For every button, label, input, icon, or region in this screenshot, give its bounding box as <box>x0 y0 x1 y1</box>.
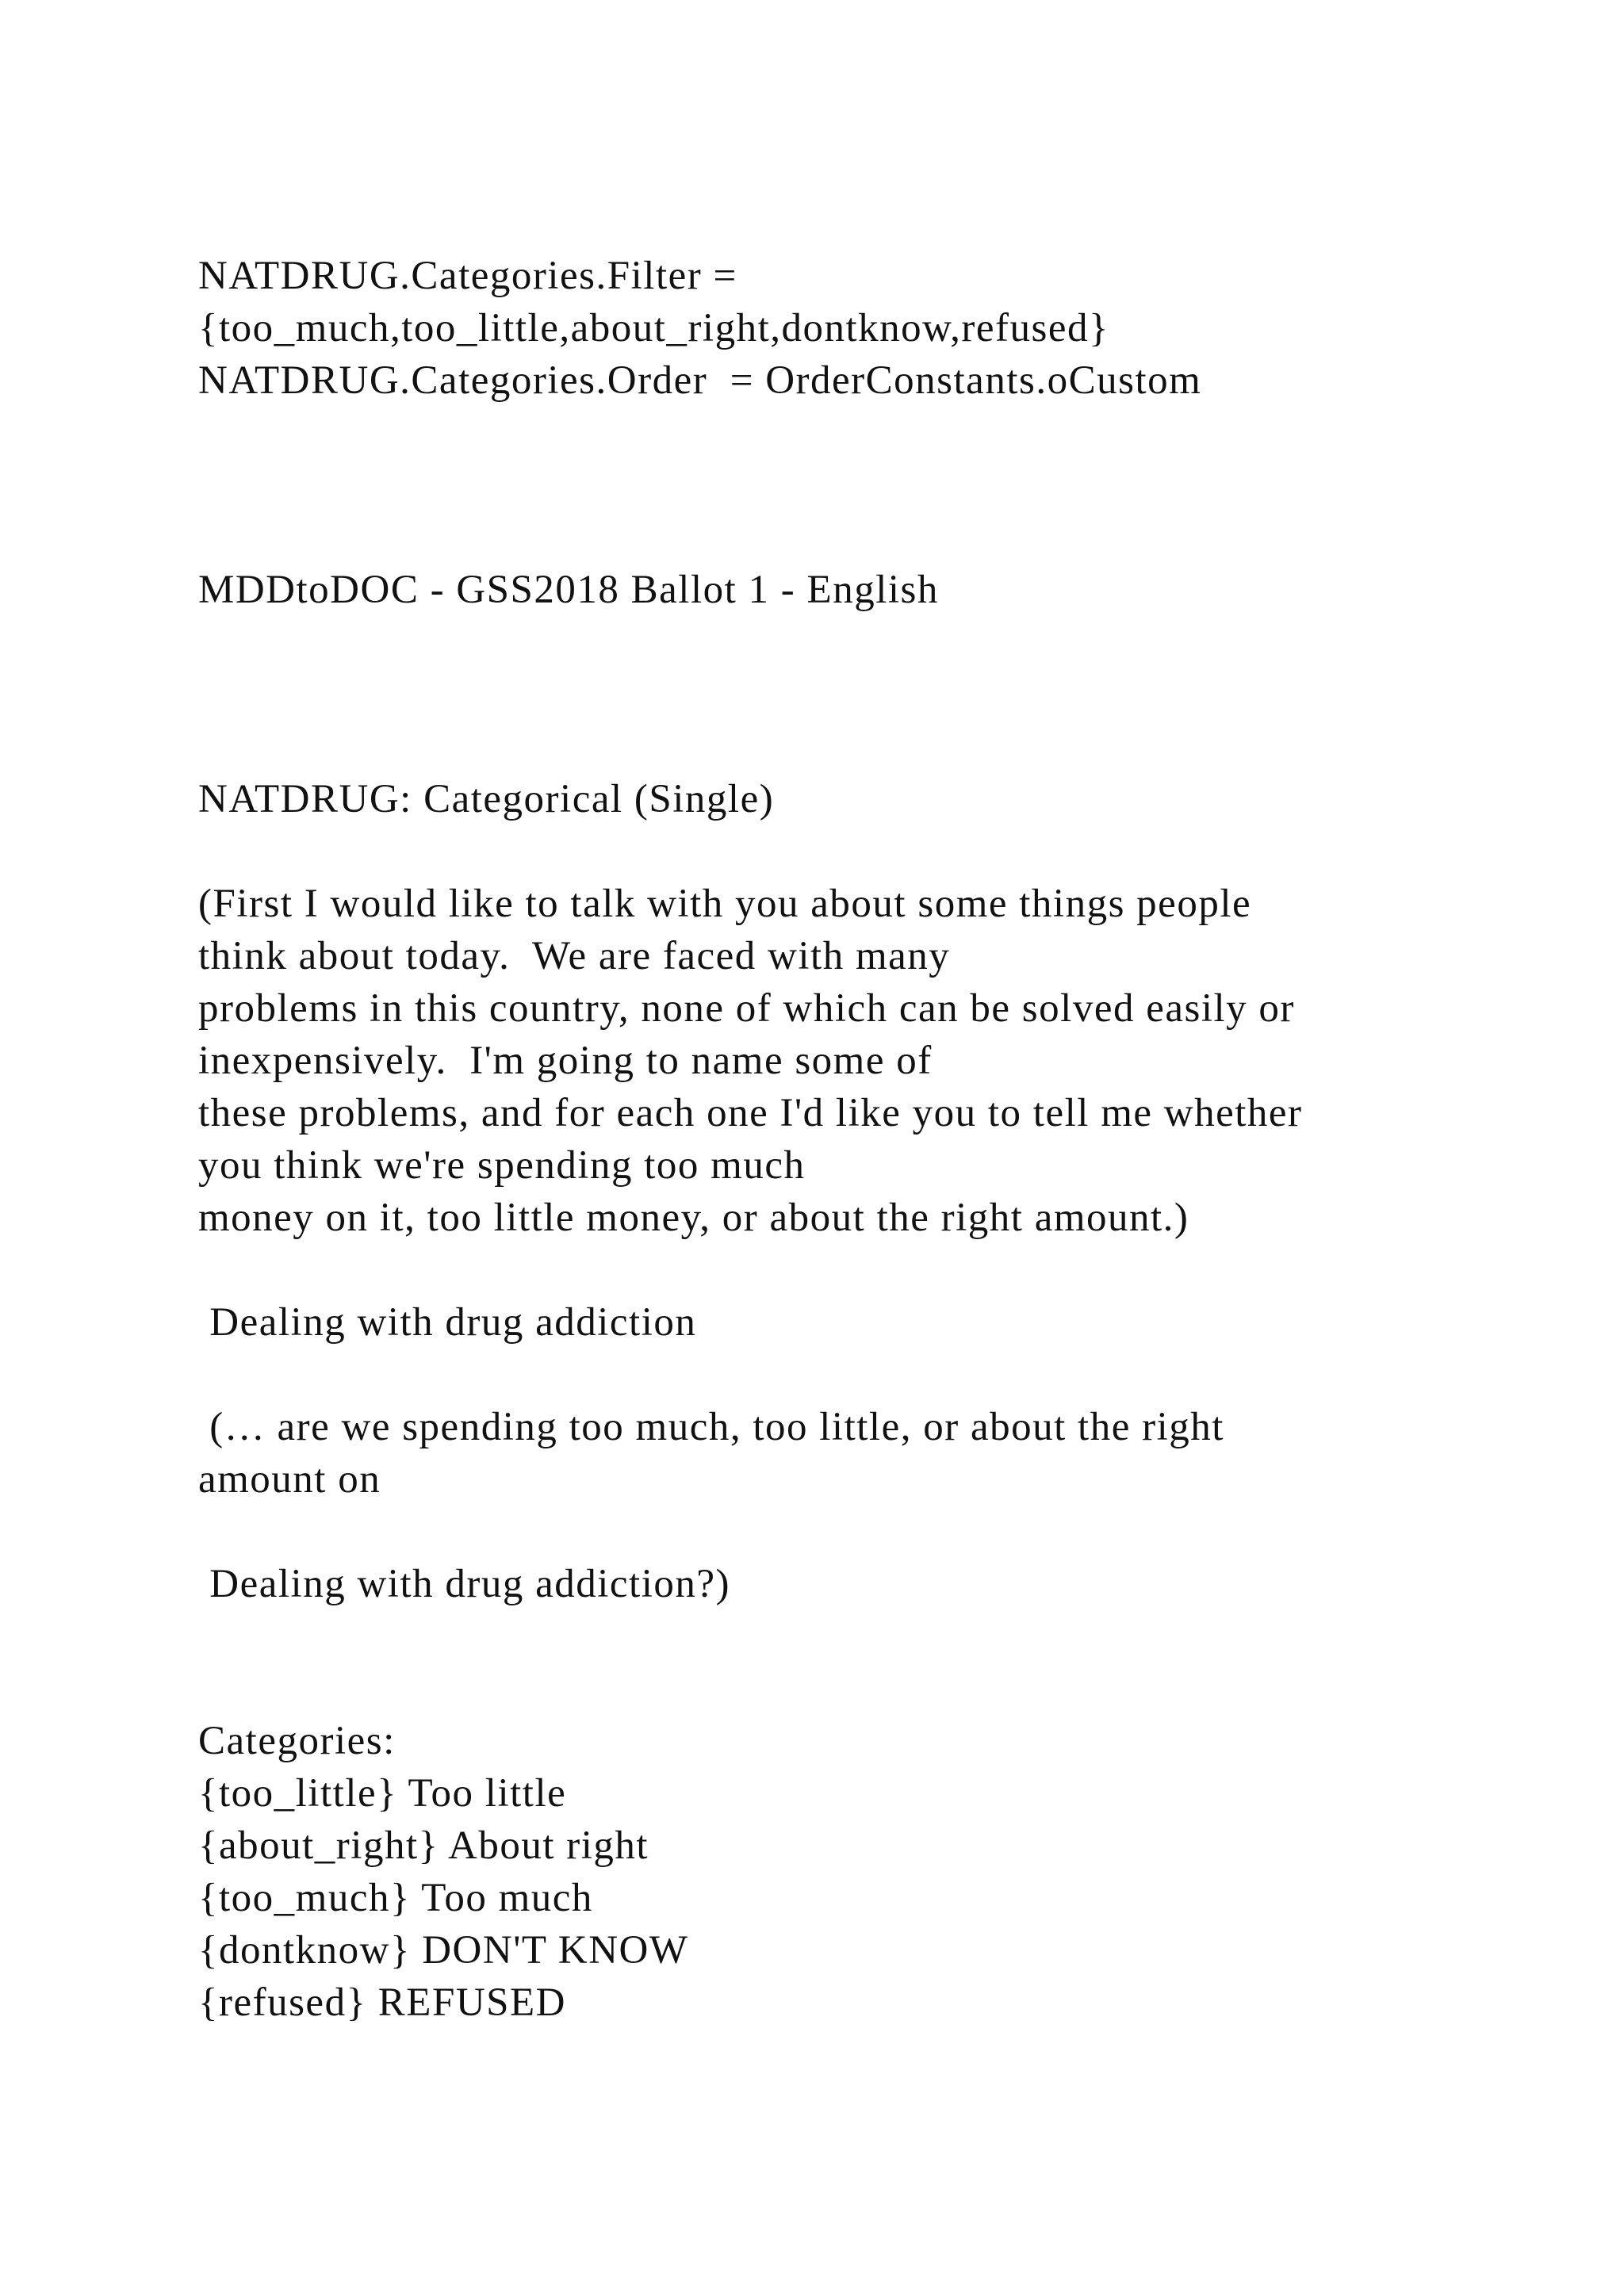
intro-line: money on it, too little money, or about the right amount.) <box>198 1196 1189 1240</box>
category-option: {too_much} Too much <box>198 1876 593 1920</box>
intro-line: inexpensively. I'm going to name some of <box>198 1039 933 1083</box>
categories-heading: Categories: <box>198 1719 396 1763</box>
category-option: {about_right} About right <box>198 1823 649 1868</box>
category-option: {dontknow} DON'T KNOW <box>198 1928 689 1973</box>
filter-code-line-1: NATDRUG.Categories.Filter = <box>198 254 737 298</box>
category-option: {too_little} Too little <box>198 1771 567 1816</box>
item-repeat: Dealing with drug addiction?) <box>198 1562 730 1606</box>
filter-code-line-2: {too_much,too_little,about_right,dontknow,refused} <box>198 306 1109 350</box>
document-header: MDDtoDOC - GSS2018 Ballot 1 - English <box>198 568 939 612</box>
category-option: {refused} REFUSED <box>198 1980 567 2025</box>
question-heading: NATDRUG: Categorical (Single) <box>198 777 775 821</box>
intro-line: problems in this country, none of which can be solved easily or <box>198 986 1295 1031</box>
probe-line: (… are we spending too much, too little, or about the right <box>198 1405 1224 1449</box>
item-label: Dealing with drug addiction <box>198 1300 697 1345</box>
order-code-line: NATDRUG.Categories.Order = OrderConstants.oCustom <box>198 358 1202 403</box>
intro-line: these problems, and for each one I'd like you to tell me whether <box>198 1091 1303 1135</box>
intro-line: you think we're spending too much <box>198 1143 806 1188</box>
probe-line: amount on <box>198 1457 381 1502</box>
intro-line: (First I would like to talk with you about some things people <box>198 882 1252 926</box>
intro-line: think about today. We are faced with many <box>198 934 951 978</box>
